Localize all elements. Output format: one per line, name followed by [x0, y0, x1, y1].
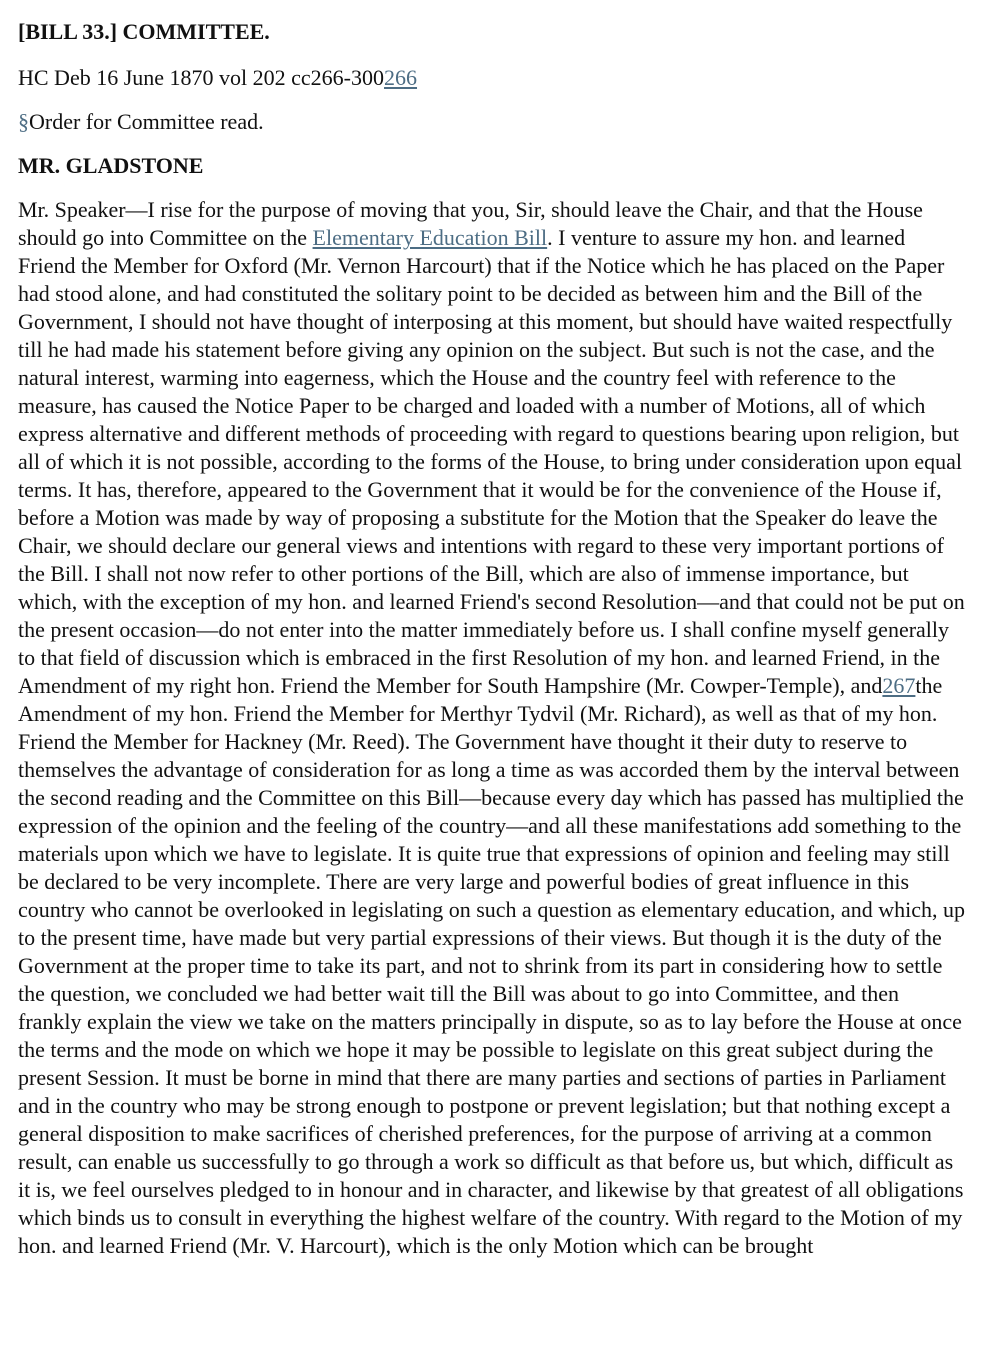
section-mark-link[interactable]: § [18, 109, 29, 134]
order-line [18, 108, 966, 136]
speech-body [18, 196, 966, 1260]
speaker-name: MR. GLADSTONE [18, 153, 204, 178]
speech-text-2: . I venture to assure my hon. and learned Friend the Member for Oxford (Mr. Vernon Harcourt) that if the Notice which he has placed on the Paper had stood alone, and had constituted the solitary point to be decided as between him and the Bill of the Government, I should not have thought of interposing at this moment, but should have waited respectfully till he had made his statement before giving any opinion on the subject. But such is not the case, and the natural interest, warming into eagerness, which the House and the country feel with reference to the measure, has caused the Notice Paper to be charged and loaded with a number of Motions, all of which express alternative and different methods of proceeding with regard to questions bearing upon religion, but all of which it is not possible, according to the forms of the House, to bring under consideration upon equal terms. It has, therefore, appeared to the Government that it would be for the convenience of the House if, before a Motion was made by way of proposing a substitute for the Motion that the Speaker do leave the Chair, we should declare our general views and intentions with regard to these very important portions of the Bill. I shall not now refer to other portions of the Bill, which are also of immense importance, but which, with the exception of my hon. and learned Friend's second Resolution—and that could not be put on the present occasion—do not enter into the matter immediately before us. I shall confine myself generally to that field of discussion which is embraced in the first Resolution of my hon. and learned Friend, in the Amendment of my right hon. Friend the Member for South Hampshire (Mr. Cowper-Temple), and [18, 225, 965, 698]
citation-text: HC Deb 16 June 1870 vol 202 cc266-300 [18, 65, 385, 90]
order-text: Order for Committee read. [29, 109, 264, 134]
speech-text-3: the Amendment of my hon. Friend the Member for Merthyr Tydvil (Mr. Richard), as well as that of my hon. Friend the Member for Hackney (Mr. Reed). The Government have thought it their duty to reserve to themselves the advantage of consideration for as long a time as was accorded them by the interval between the second reading and the Committee on this Bill—because every day which has passed has multiplied the expression of the opinion and the feeling of the country—and all these manifestations add something to the materials upon which we have to legislate. It is quite true that expressions of opinion and feeling may still be declared to be very incomplete. There are very large and powerful bodies of great influence in this country who cannot be overlooked in legislating on such a question as elementary education, and which, up to the present time, have made but very partial expressions of their views. But though it is the duty of the Government at the proper time to take its part, and not to shrink from its part in considering how to settle the question, we concluded we had better wait till the Bill was about to go into Committee, and then frankly explain the view we take on the matters principally in dispute, so as to lay before the House at once the terms and the mode on which we hope it may be possible to legislate on this great subject during the present Session. It must be borne in mind that there are many parties and sections of parties in Parliament and in the country who may be strong enough to postpone or prevent legislation; but that nothing except a general disposition to make sacrifices of cherished preferences, for the purpose of arriving at a common result, can enable us successfully to go through a work so difficult as that before us, but which, difficult as it is, we feel ourselves pledged to in honour and in character, and likewise by that greatest of all obligations which binds us to consult in everything the highest welfare of the country. With regard to the Motion of my hon. and learned Friend (Mr. V. Harcourt), which is the only Motion which can be brought [18, 673, 965, 1258]
speech-text-1: Mr. Speaker—I rise for the purpose of moving that you, Sir, should leave the Chair, and that the House should go into Committee on the [18, 197, 923, 250]
bill-title: [BILL 33.] COMMITTEE. [18, 19, 270, 44]
elementary-education-bill-link[interactable]: Elementary Education Bill [312, 225, 548, 250]
debate-citation [18, 64, 966, 92]
column-link-266[interactable]: 266 [384, 65, 418, 90]
column-link-267[interactable]: 267 [882, 673, 916, 698]
